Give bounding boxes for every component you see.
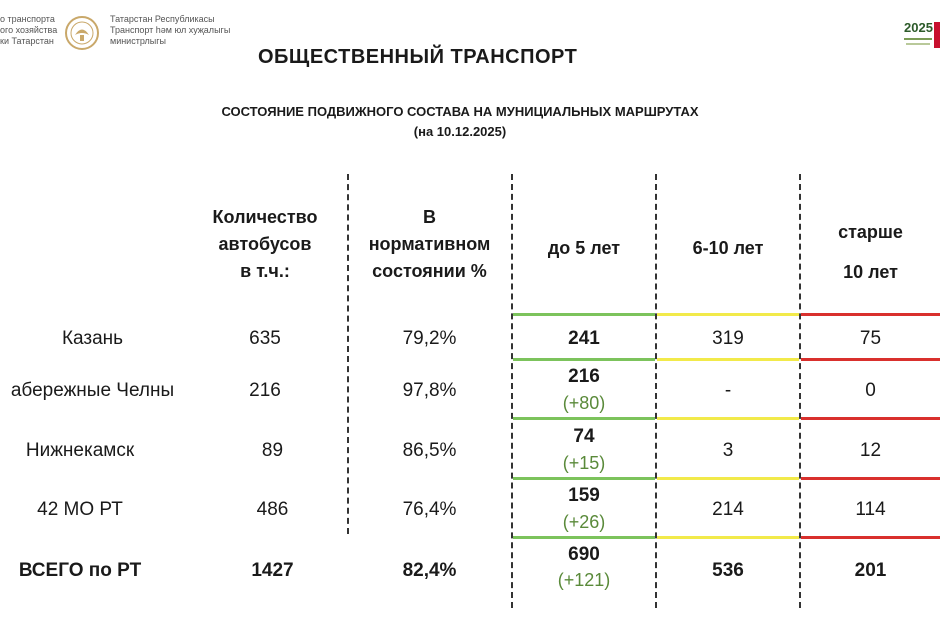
- page-title: ОБЩЕСТВЕННЫЙ ТРАНСПОРТ: [258, 46, 578, 68]
- row-age-6-10: 214: [712, 499, 744, 520]
- row-age-over-10: 75: [859, 328, 882, 349]
- page-subtitle: СОСТОЯНИЕ ПОДВИЖНОГО СОСТАВА НА МУНИЦИАЛЬНЫХ МАРШРУТАХ: [221, 104, 699, 119]
- row-line-red: [801, 477, 940, 480]
- row-age-6-10: 3: [722, 440, 734, 461]
- row-age-under-5-delta: (+80): [562, 393, 606, 413]
- row-age-6-10: 319: [712, 328, 744, 349]
- row-age-under-5: 159: [568, 485, 600, 506]
- row-age-under-5-total: 690: [568, 544, 600, 565]
- row-norm: 97,8%: [402, 380, 457, 401]
- row-city: 42 МО РТ: [37, 499, 123, 520]
- row-age-over-10-total: 201: [854, 560, 887, 581]
- row-age-under-5-delta: (+15): [562, 453, 606, 473]
- row-city: абережные Челны: [10, 380, 175, 401]
- row-line-yellow: [657, 417, 799, 420]
- row-age-6-10-total: 536: [712, 560, 744, 581]
- row-line-green: [513, 313, 655, 316]
- row-line-yellow: [657, 358, 799, 361]
- row-line-yellow: [657, 536, 799, 539]
- row-age-6-10: -: [724, 380, 732, 401]
- row-age-under-5: 216: [568, 366, 600, 387]
- row-age-over-10: 12: [859, 440, 882, 461]
- row-count-total: 1427: [251, 560, 294, 581]
- row-line-red: [801, 417, 940, 420]
- row-line-green: [513, 358, 655, 361]
- row-count: 89: [261, 440, 284, 461]
- row-age-under-5: 241: [568, 328, 600, 349]
- row-norm: 79,2%: [402, 328, 457, 349]
- logo-decoration: [904, 38, 932, 40]
- row-city-total: ВСЕГО по РТ: [18, 560, 142, 581]
- row-line-red: [801, 313, 940, 316]
- row-norm: 76,4%: [402, 499, 457, 520]
- row-line-red: [801, 536, 940, 539]
- row-count: 635: [249, 328, 281, 349]
- tatarstan-emblem-icon: [64, 15, 100, 51]
- header-bus-count: Количество автобусов в т.ч.:: [212, 207, 318, 281]
- row-line-green: [513, 417, 655, 420]
- logo-decoration: [906, 43, 930, 45]
- row-count: 216: [249, 380, 281, 401]
- logo-red-bar: [934, 22, 940, 48]
- row-age-over-10: 114: [855, 499, 886, 520]
- row-norm: 86,5%: [402, 440, 457, 461]
- row-norm-total: 82,4%: [402, 560, 457, 581]
- row-age-under-5-delta: (+26): [562, 512, 606, 532]
- report-date: (на 10.12.2025): [413, 124, 507, 139]
- row-count: 486: [256, 499, 289, 520]
- header-normative: В нормативном состоянии %: [368, 207, 491, 281]
- row-line-yellow: [657, 313, 799, 316]
- row-age-over-10: 0: [865, 380, 876, 401]
- row-city: Казань: [61, 328, 124, 349]
- year-logo: 2025: [902, 20, 940, 56]
- org-name-tt: Татарстан Республикасы Транспорт һәм юл хуҗалыгы министрлыгы: [110, 14, 231, 46]
- row-age-under-5: 74: [573, 426, 595, 447]
- row-line-red: [801, 358, 940, 361]
- row-city: Нижнекамск: [25, 440, 135, 461]
- row-age-under-5-delta-total: (+121): [557, 570, 611, 590]
- row-line-green: [513, 536, 655, 539]
- org-name-ru: о транспорта ого хозяйства ки Татарстан: [0, 14, 58, 46]
- row-line-green: [513, 477, 655, 480]
- header-age-over-10: старше 10 лет: [838, 222, 903, 282]
- row-line-yellow: [657, 477, 799, 480]
- column-divider: [347, 174, 349, 534]
- header-age-6-10: 6-10 лет: [692, 238, 764, 258]
- header-age-under-5: до 5 лет: [547, 238, 621, 258]
